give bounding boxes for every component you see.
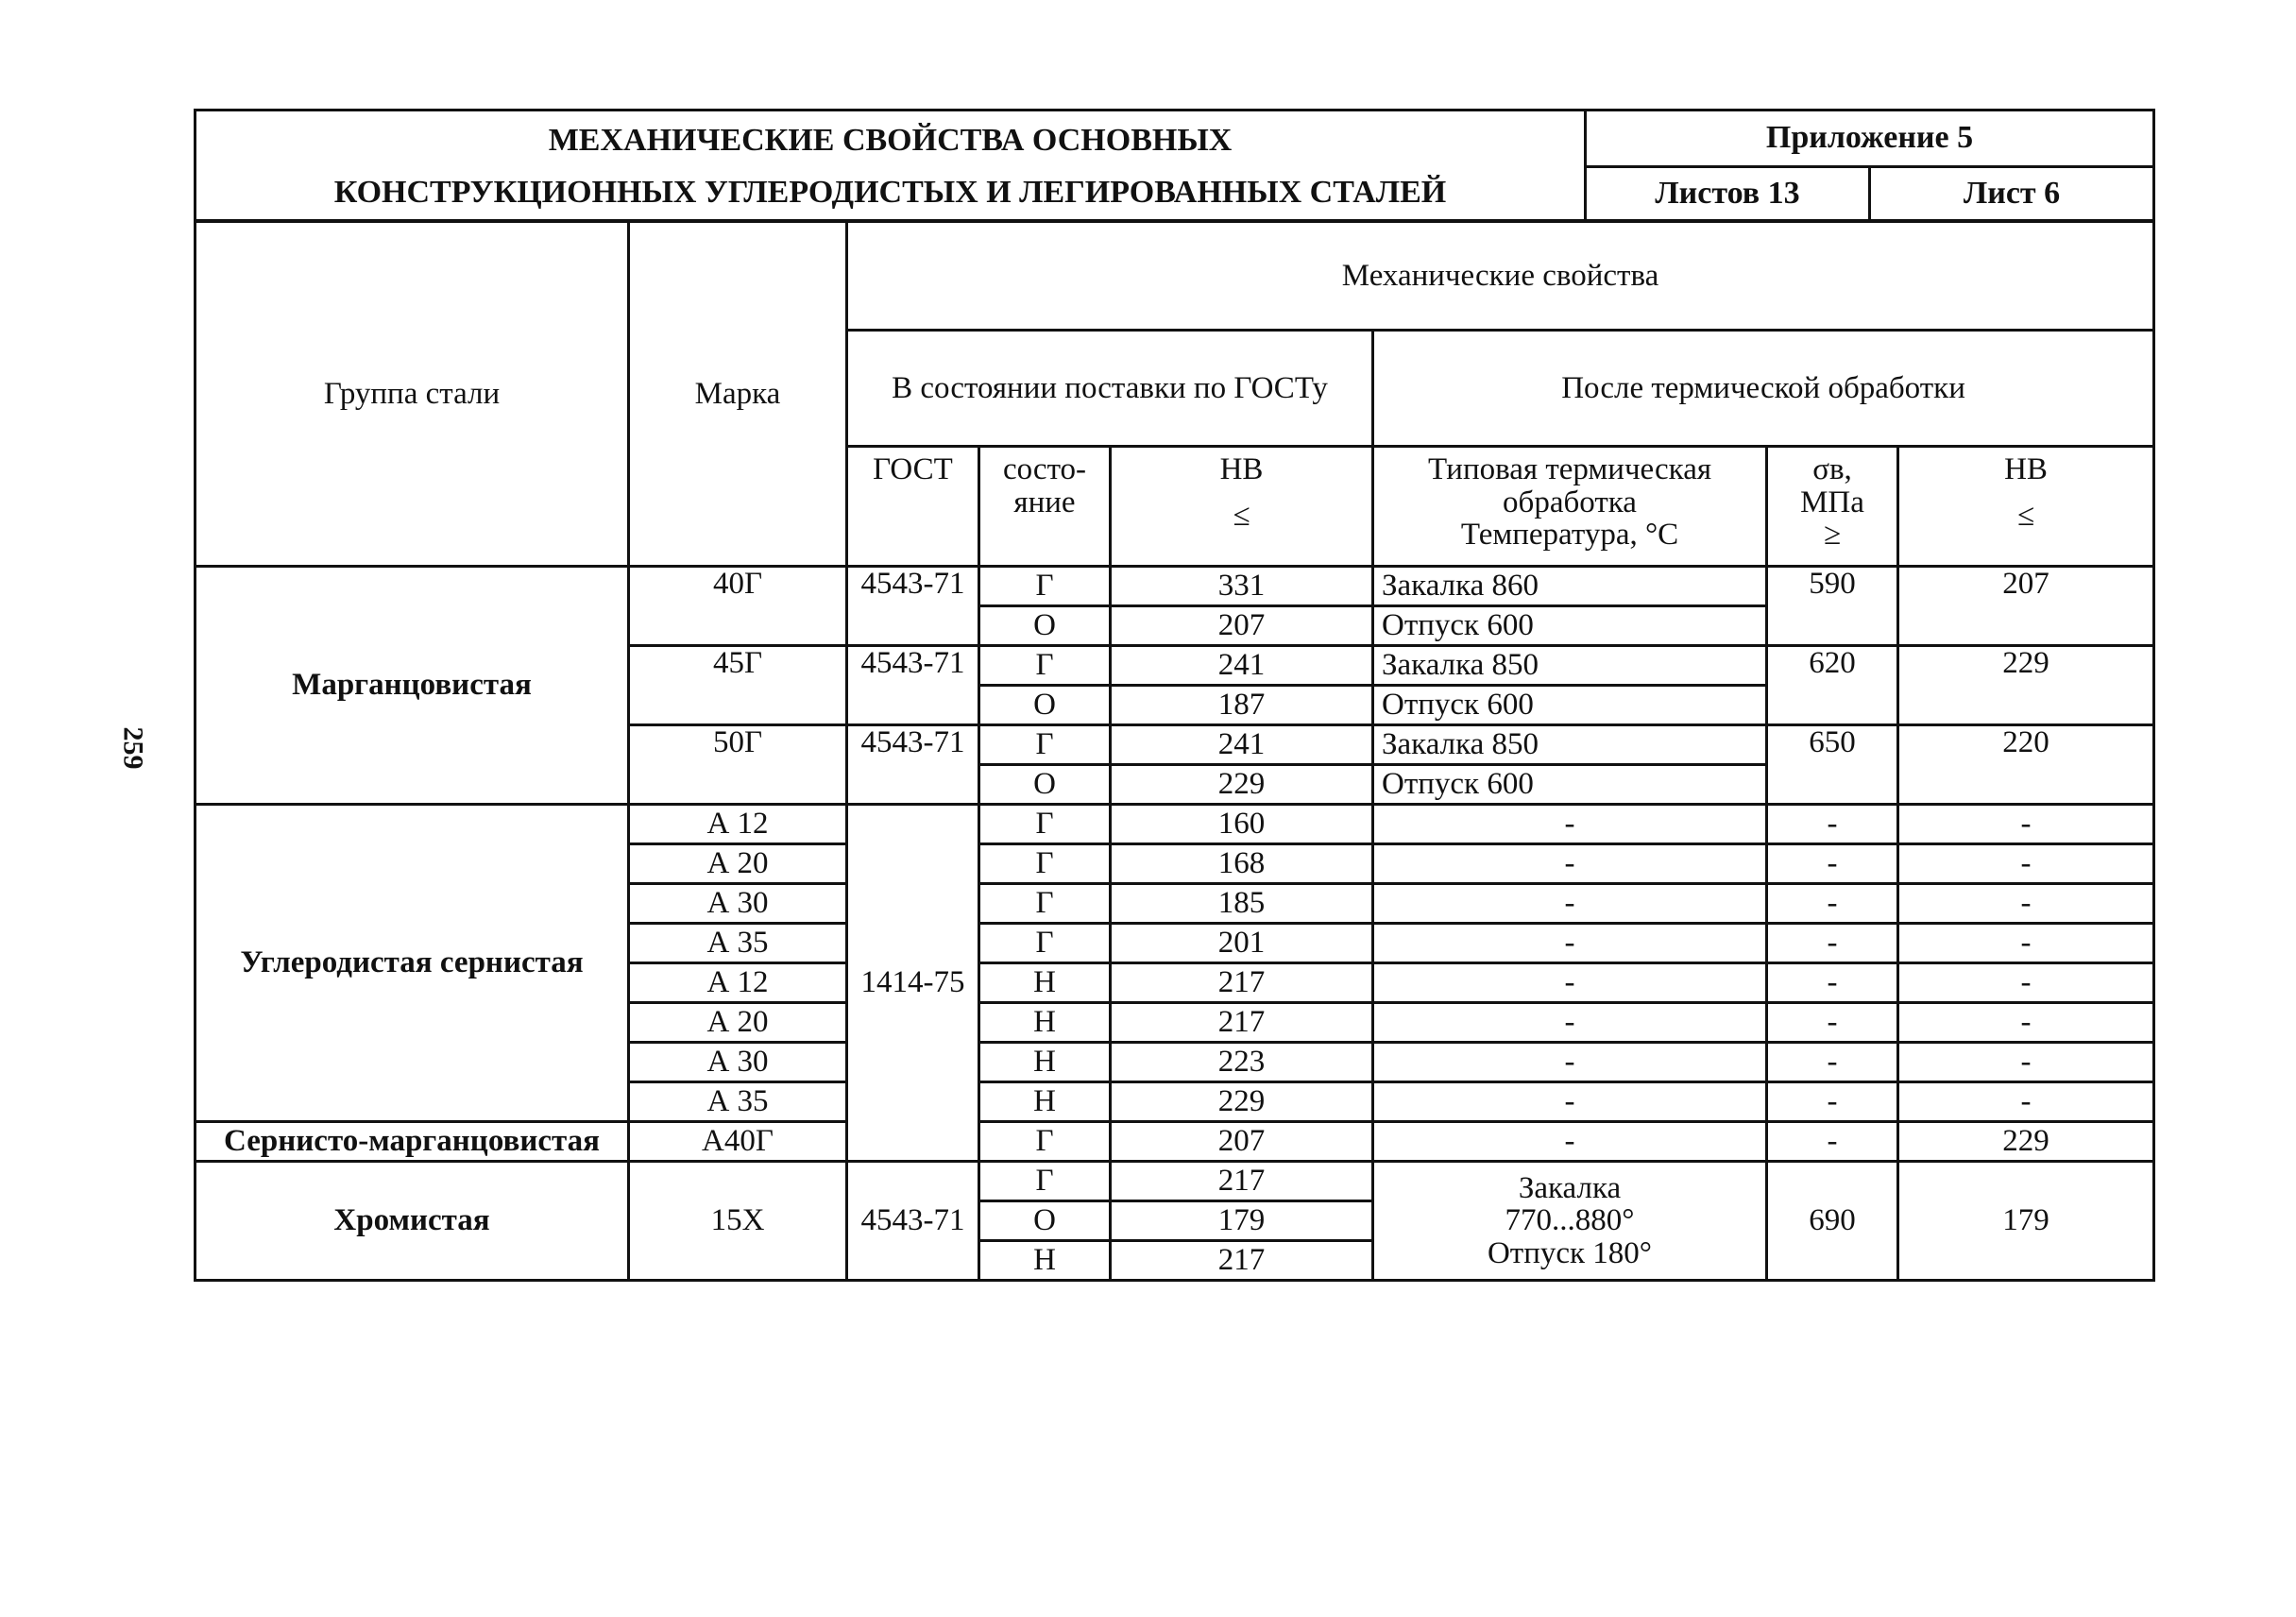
state-cell: Н xyxy=(979,1003,1111,1043)
header-sigma xyxy=(1767,447,1898,567)
state-cell: О xyxy=(979,606,1111,646)
sigma-cell: - xyxy=(1767,963,1898,1003)
sigma-cell: - xyxy=(1767,844,1898,884)
heat-cell: Отпуск 600 xyxy=(1373,686,1767,725)
title-line-2: КОНСТРУКЦИОННЫХ УГЛЕРОДИСТЫХ И ЛЕГИРОВАННЫХ СТАЛЕЙ xyxy=(196,166,1586,220)
hb-after-cell: - xyxy=(1898,884,2154,924)
sigma-cell: 690 xyxy=(1767,1162,1898,1281)
header-after-heat: После термической обработки xyxy=(1373,331,2154,447)
grade-cell: 50Г xyxy=(629,725,847,805)
heat-cell xyxy=(1373,1162,1767,1281)
hb-cell: 217 xyxy=(1111,1162,1373,1201)
state-cell: Н xyxy=(979,1082,1111,1122)
grade-cell: 15Х xyxy=(629,1162,847,1281)
hb-cell: 241 xyxy=(1111,725,1373,765)
gost-cell: 4543-71 xyxy=(847,646,979,725)
sigma-cell: 590 xyxy=(1767,567,1898,646)
sigma-cell: - xyxy=(1767,924,1898,963)
header-grade: Марка xyxy=(629,222,847,567)
heat-cell: Закалка 850 xyxy=(1373,725,1767,765)
group-cell: Марганцовистая xyxy=(196,567,629,805)
header-hb-le: ≤ xyxy=(1233,498,1250,533)
state-cell: Н xyxy=(979,1043,1111,1082)
header-delivery: В состоянии поставки по ГОСТу xyxy=(847,331,1373,447)
group-cell: Углеродистая сернистая xyxy=(196,805,629,1122)
state-cell: Н xyxy=(979,1241,1111,1281)
table-row xyxy=(196,1122,2154,1162)
sigma-cell: - xyxy=(1767,1082,1898,1122)
header-heat-l1: Типовая термическая xyxy=(1427,452,1712,486)
hb-cell: 223 xyxy=(1111,1043,1373,1082)
hb-cell: 229 xyxy=(1111,765,1373,805)
hb-cell: 201 xyxy=(1111,924,1373,963)
hb-cell: 187 xyxy=(1111,686,1373,725)
state-cell: Г xyxy=(979,725,1111,765)
heat-line-2: 770...880° xyxy=(1505,1203,1635,1238)
grade-cell: А40Г xyxy=(629,1122,847,1162)
header-group: Группа стали xyxy=(196,222,629,567)
header-hb2-label: НВ xyxy=(2004,452,2048,486)
grade-cell: 40Г xyxy=(629,567,847,646)
properties-table xyxy=(194,220,2155,1282)
sigma-cell: - xyxy=(1767,1003,1898,1043)
hb-cell: 207 xyxy=(1111,1122,1373,1162)
heat-line-3: Отпуск 180° xyxy=(1487,1235,1653,1270)
heat-cell: - xyxy=(1373,884,1767,924)
heat-cell: - xyxy=(1373,805,1767,844)
grade-cell: А 30 xyxy=(629,884,847,924)
grade-cell: А 20 xyxy=(629,1003,847,1043)
hb-cell: 241 xyxy=(1111,646,1373,686)
state-cell: Г xyxy=(979,567,1111,606)
hb-after-cell: - xyxy=(1898,1003,2154,1043)
header-hb-label: НВ xyxy=(1219,452,1264,486)
heat-line-1: Закалка xyxy=(1518,1170,1622,1205)
header-heat xyxy=(1373,447,1767,567)
header-gost: ГОСТ xyxy=(847,447,979,567)
grade-cell: А 20 xyxy=(629,844,847,884)
table-row xyxy=(196,805,2154,844)
heat-cell: - xyxy=(1373,1122,1767,1162)
state-cell: Г xyxy=(979,884,1111,924)
hb-after-cell: - xyxy=(1898,805,2154,844)
heat-cell: Закалка 860 xyxy=(1373,567,1767,606)
hb-after-cell: 207 xyxy=(1898,567,2154,646)
appendix-label: Приложение 5 xyxy=(1586,111,2154,167)
sheets-total: Листов 13 xyxy=(1586,166,1870,220)
group-cell: Хромистая xyxy=(196,1162,629,1281)
sigma-cell: - xyxy=(1767,1122,1898,1162)
header-mech-props: Механические свойства xyxy=(847,222,2154,331)
state-cell: Г xyxy=(979,1122,1111,1162)
hb-cell: 217 xyxy=(1111,1241,1373,1281)
heat-cell: Отпуск 600 xyxy=(1373,765,1767,805)
sigma-cell: - xyxy=(1767,884,1898,924)
sigma-cell: 650 xyxy=(1767,725,1898,805)
header-state-l1: состо- xyxy=(1002,452,1087,486)
table-row xyxy=(196,567,2154,606)
gost-cell: 4543-71 xyxy=(847,725,979,805)
hb-after-cell: - xyxy=(1898,924,2154,963)
header-sigma-l2: МПа xyxy=(1800,485,1864,519)
heat-cell: - xyxy=(1373,1003,1767,1043)
header-state-l2: яние xyxy=(1013,485,1076,519)
sheet-number: Лист 6 xyxy=(1870,166,2154,220)
title-line-1: МЕХАНИЧЕСКИЕ СВОЙСТВА ОСНОВНЫХ xyxy=(196,111,1586,167)
heat-cell: - xyxy=(1373,924,1767,963)
hb-after-cell: - xyxy=(1898,1043,2154,1082)
hb-cell: 207 xyxy=(1111,606,1373,646)
hb-cell: 160 xyxy=(1111,805,1373,844)
sigma-cell: - xyxy=(1767,805,1898,844)
group-cell: Сернисто-марганцовистая xyxy=(196,1122,629,1162)
header-hb-after xyxy=(1898,447,2154,567)
heat-cell: Закалка 850 xyxy=(1373,646,1767,686)
state-cell: Г xyxy=(979,844,1111,884)
state-cell: О xyxy=(979,765,1111,805)
hb-cell: 168 xyxy=(1111,844,1373,884)
heat-cell: - xyxy=(1373,1082,1767,1122)
header-sigma-l1: σв, xyxy=(1812,452,1852,486)
header-state xyxy=(979,447,1111,567)
grade-cell: А 12 xyxy=(629,805,847,844)
grade-cell: А 30 xyxy=(629,1043,847,1082)
header-heat-l3: Температура, °С xyxy=(1460,518,1679,553)
state-cell: О xyxy=(979,686,1111,725)
header-hb2-le: ≤ xyxy=(2016,498,2035,533)
page-number: 259 xyxy=(117,726,149,770)
hb-cell: 179 xyxy=(1111,1201,1373,1241)
state-cell: Г xyxy=(979,646,1111,686)
grade-cell: 45Г xyxy=(629,646,847,725)
hb-cell: 217 xyxy=(1111,1003,1373,1043)
hb-after-cell: - xyxy=(1898,1082,2154,1122)
header-heat-l2: обработка xyxy=(1503,485,1637,519)
hb-after-cell: 220 xyxy=(1898,725,2154,805)
hb-after-cell: 229 xyxy=(1898,1122,2154,1162)
sigma-cell: - xyxy=(1767,1043,1898,1082)
grade-cell: А 35 xyxy=(629,1082,847,1122)
heat-cell: - xyxy=(1373,844,1767,884)
state-cell: Г xyxy=(979,805,1111,844)
table-row xyxy=(196,1162,2154,1201)
gost-cell: 4543-71 xyxy=(847,567,979,646)
gost-cell: 1414-75 xyxy=(847,805,979,1162)
document-header xyxy=(194,109,2155,222)
gost-cell: 4543-71 xyxy=(847,1162,979,1281)
state-cell: Н xyxy=(979,963,1111,1003)
heat-cell: - xyxy=(1373,1043,1767,1082)
state-cell: О xyxy=(979,1201,1111,1241)
hb-cell: 217 xyxy=(1111,963,1373,1003)
state-cell: Г xyxy=(979,924,1111,963)
hb-after-cell: - xyxy=(1898,844,2154,884)
hb-after-cell: - xyxy=(1898,963,2154,1003)
header-sigma-ge: ≥ xyxy=(1823,518,1842,553)
hb-after-cell: 179 xyxy=(1898,1162,2154,1281)
sigma-cell: 620 xyxy=(1767,646,1898,725)
hb-after-cell: 229 xyxy=(1898,646,2154,725)
hb-cell: 331 xyxy=(1111,567,1373,606)
heat-cell: Отпуск 600 xyxy=(1373,606,1767,646)
grade-cell: А 12 xyxy=(629,963,847,1003)
heat-cell: - xyxy=(1373,963,1767,1003)
state-cell: Г xyxy=(979,1162,1111,1201)
grade-cell: А 35 xyxy=(629,924,847,963)
header-hb xyxy=(1111,447,1373,567)
hb-cell: 185 xyxy=(1111,884,1373,924)
hb-cell: 229 xyxy=(1111,1082,1373,1122)
